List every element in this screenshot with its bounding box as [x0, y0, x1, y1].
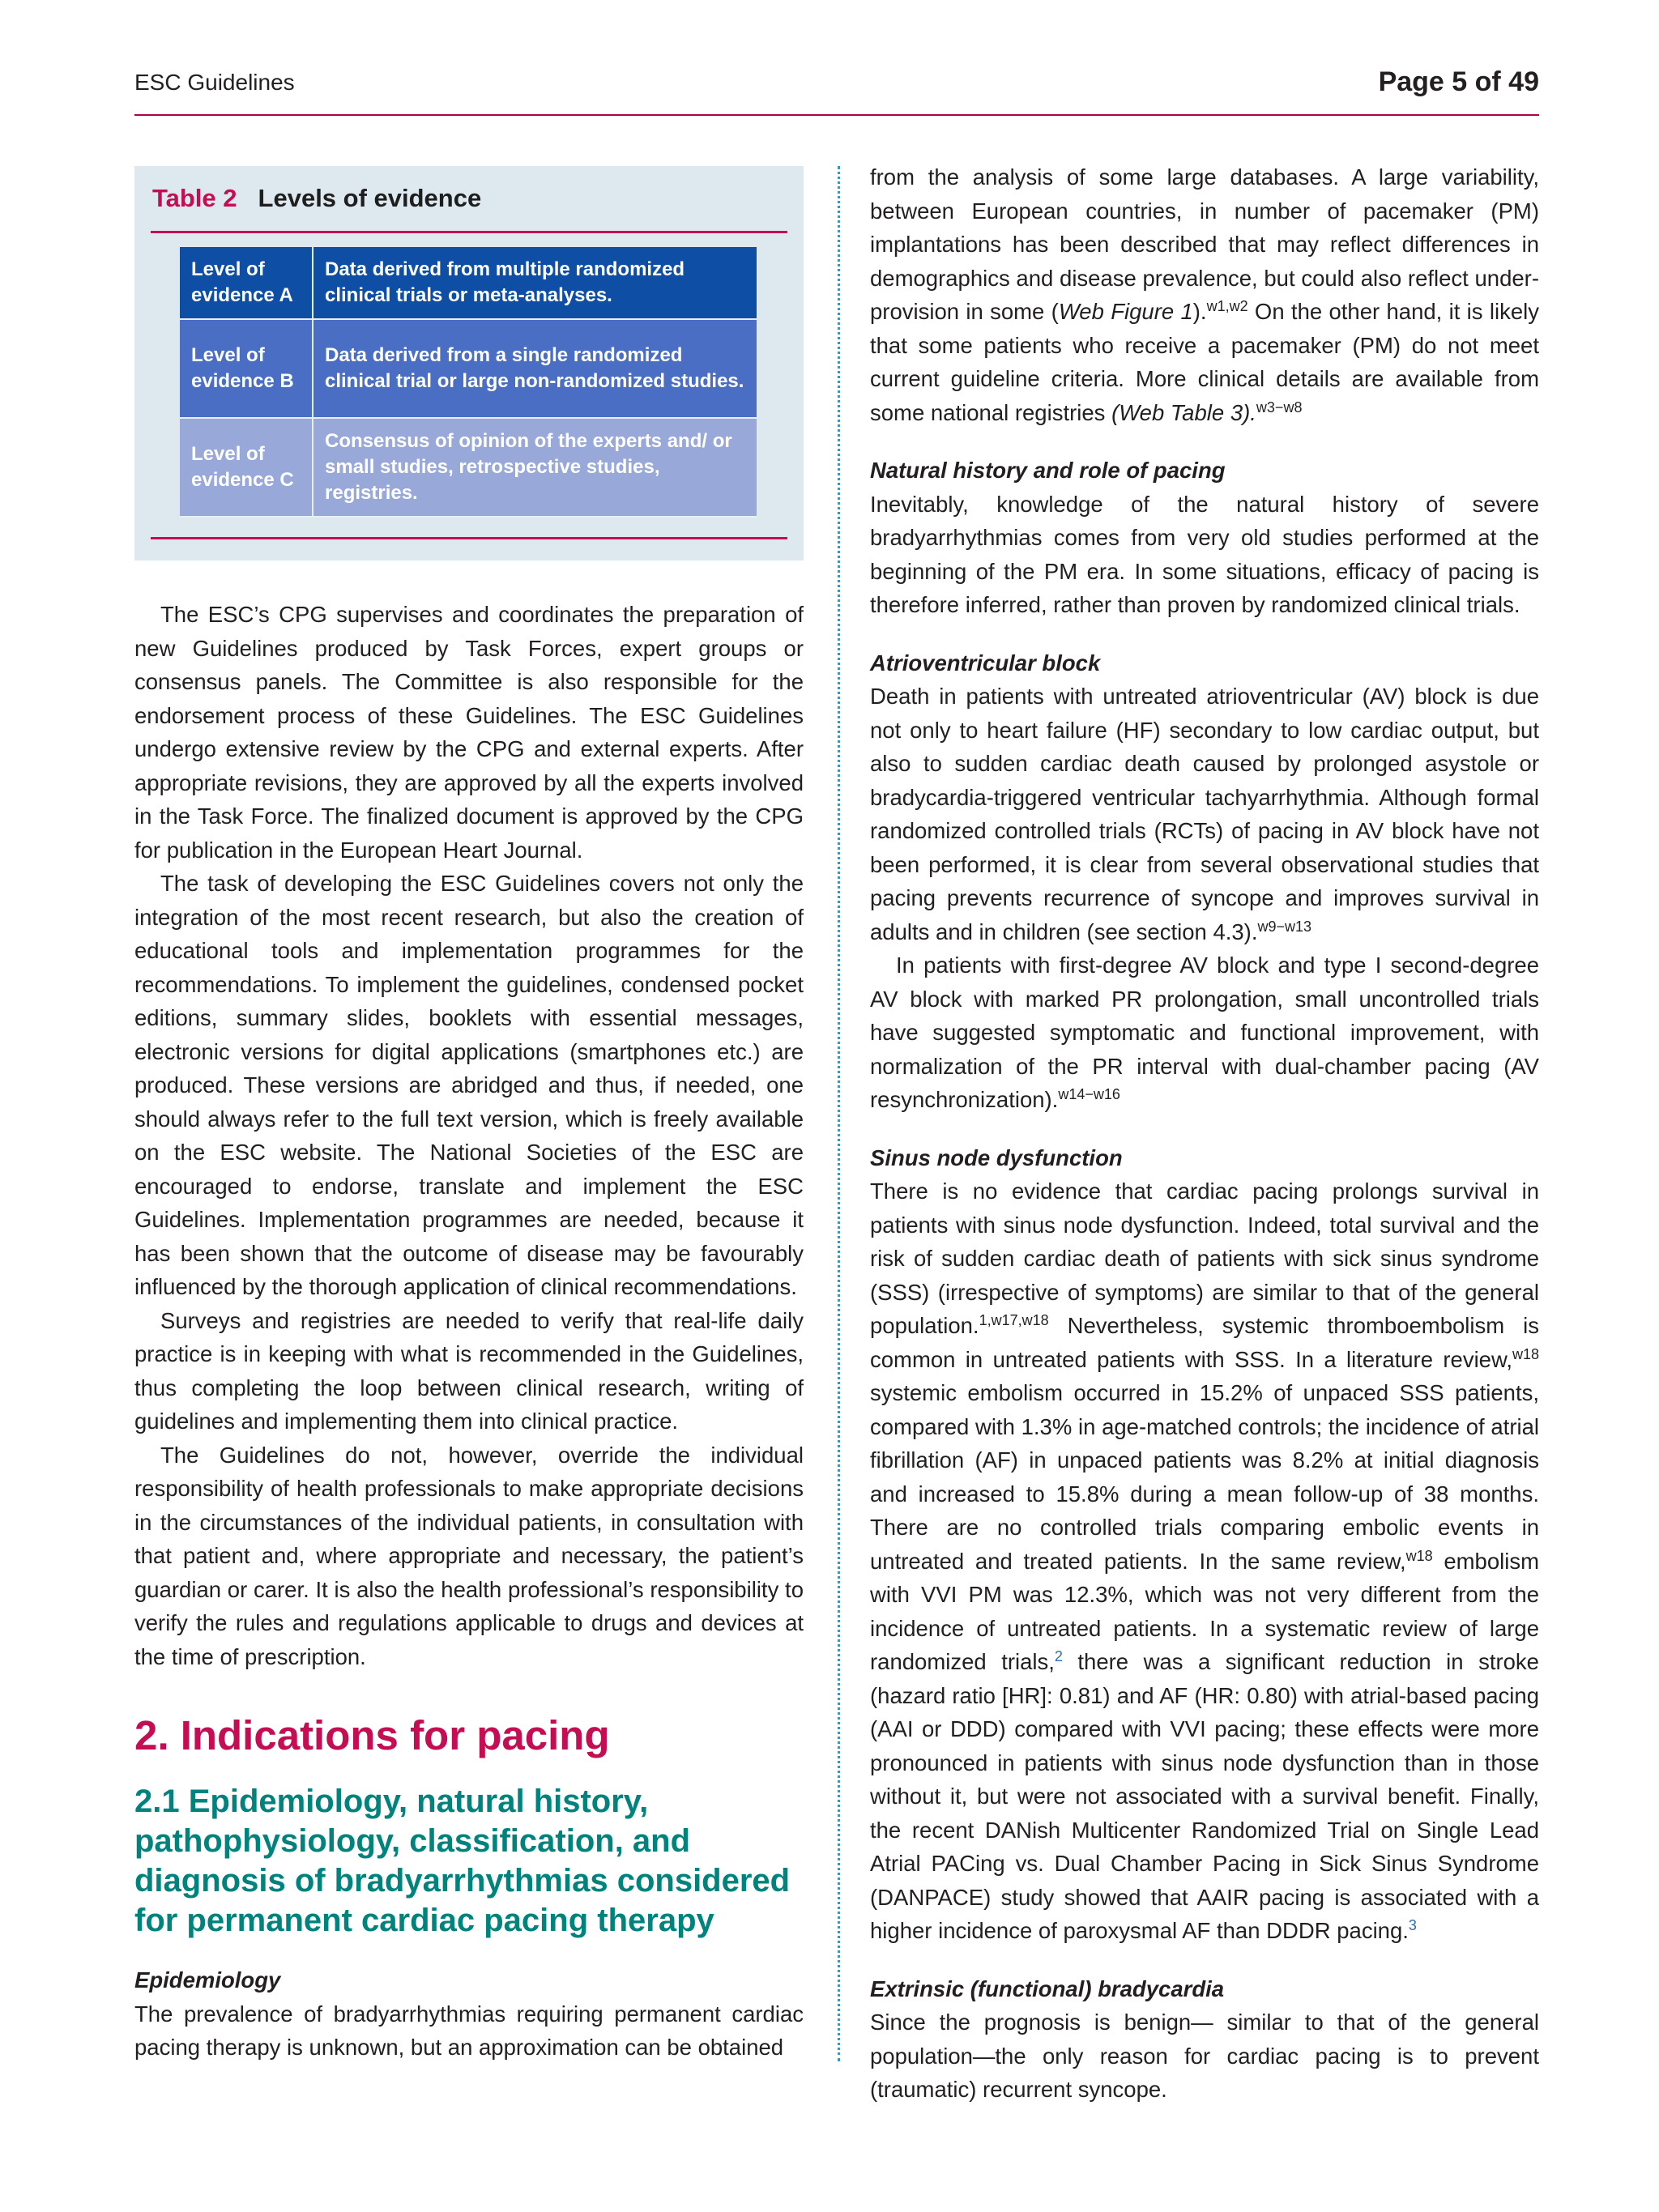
evidence-level-desc: Data derived from a single randomized clinical trial or large non-randomized studies.	[325, 344, 744, 392]
citation: w1,w2	[1206, 297, 1248, 314]
table-caption	[152, 184, 481, 213]
paragraph: Since the prognosis is benign— similar to that of the general population—the only reason for cardiac pacing is to prevent (traumatic) recurrent syncope.	[870, 2010, 1539, 2102]
citation: 1,w17,w18	[979, 1311, 1049, 1328]
paragraph: The prevalence of bradyarrhythmias requiring permanent cardiac pacing therapy is unknown, but an approximation can be obtained	[134, 2001, 804, 2060]
paragraph	[870, 948, 1539, 1117]
citation: w18	[1405, 1547, 1433, 1564]
paragraph: The task of developing the ESC Guidelines covers not only the integration of the most recent research, but also the creation of educational tools and implementation programmes for the recommendations. To implement the guidelines, condensed pocket editions, summary slides, booklets with essential messages, electronic versions for digital applications (smartphones etc.) are produced. These versions are abridged and thus, if needed, one should always refer to the full text version, which is freely available on the ESC website. The National Societies of the ESC are encouraged to endorse, translate and implement the ESC Guidelines. Implementation programmes are needed, because it has been shown that the outcome of disease may be favourably influenced by the thorough application of clinical recommendations.	[134, 871, 804, 1299]
column-divider	[838, 166, 840, 2061]
running-header: ESC Guidelines	[134, 70, 295, 95]
citation-link[interactable]: 3	[1408, 1916, 1417, 1933]
evidence-level-label: Level of evidence A	[180, 247, 313, 318]
epidemiology-block	[134, 1963, 804, 2065]
text-run: In patients with first-degree AV block and type I second-degree AV block with marked PR prolongation, small uncontrolled trials have suggested symptomatic and functional improvement, with normalization of the PR interval with dual-chamber pacing (AV resynchronization).	[870, 953, 1539, 1112]
evidence-level-label: Level of evidence B	[180, 320, 313, 417]
citation: w9−w13	[1257, 918, 1312, 935]
text-run: There is no evidence that cardiac pacing prolongs survival in patients with sinus node dysfunction. Indeed, total survival and the risk of sudden cardiac death of patients with sick sinus syndrome (SSS) (irrespective of symptoms) are similar to that of the general population.	[870, 1178, 1539, 1338]
text-run: Nevertheless, systemic thromboembolism is common in untreated patients with SSS. In a literature review,	[870, 1313, 1539, 1372]
subheading-av-block: Atrioventricular block	[870, 650, 1101, 676]
table-title: Levels of evidence	[258, 184, 482, 212]
subheading-natural-history: Natural history and role of pacing	[870, 458, 1226, 483]
citation-link[interactable]: 2	[1054, 1647, 1063, 1664]
paragraph: The Guidelines do not, however, override the individual responsibility of health professionals to make appropriate decisions in the circumstances of the individual patients, in consultation with that patient and, where appropriate and necessary, the patient’s guardian or carer. It is also the health professional’s responsibility to verify the rules and regulations applicable to drugs and devices at the time of prescription.	[134, 1442, 804, 1669]
text-run: Death in patients with untreated atrioventricular (AV) block is due not only to heart failure (HF) secondary to low cardiac output, but also to sudden cardiac death caused by prolonged asystole or bradycardia-triggered ventricular tachyarrhythmia. Although formal randomized controlled trials (RCTs) of pacing in AV block have not been performed, it is clear from several observational studies that pacing prevents recurrence of syncope and improves survival in adults and in children (see section 4.3).	[870, 684, 1539, 944]
web-figure-ref: Web Figure 1	[1058, 299, 1193, 324]
levels-of-evidence-table	[134, 166, 804, 560]
text-run: systemic embolism occurred in 15.2% of unpaced SSS patients, compared with 1.3% in age-matched controls; the incidence of atrial fibrillation (AF) in unpaced patients was 8.2% at initial diagnosis and increased to 15.8% during a mean follow-up of 38 months. There are no controlled trials comparing embolic events in untreated and treated patients. In the same review,	[870, 1380, 1539, 1574]
text-run: from the analysis of some large databases. A large variability, between European countries, in number of pacemaker (PM) implantations has been described that may reflect differences in demographics and disease prevalence, but could also reflect under-provision in some (	[870, 164, 1539, 324]
section-heading: 2. Indications for pacing	[134, 1712, 610, 1758]
table-row	[180, 247, 757, 320]
text-run: ).	[1192, 299, 1207, 324]
web-table-ref: (Web Table 3).	[1111, 399, 1256, 425]
table-rule-bottom	[151, 537, 787, 539]
subheading-sinus-node: Sinus node dysfunction	[870, 1144, 1123, 1170]
right-column-text	[870, 160, 1539, 2107]
paragraph	[870, 160, 1539, 429]
header-rule	[134, 114, 1539, 116]
text-run: there was a significant reduction in stroke (hazard ratio [HR]: 0.81) and AF (HR: 0.80) with atrial-based pacing (AAI or DDD) compared with VVI pacing; these effects were more pronounced in patients with sinus node dysfunction than in those without it, but were not associated with a survival benefit. Finally, the recent DANish Multicenter Randomized Trial on Single Lead Atrial PACing vs. Dual Chamber Pacing in Sick Sinus Syndrome (DANPACE) study showed that AAIR pacing is associated with a higher incidence of paroxysmal AF than DDDR pacing.	[870, 1649, 1539, 1943]
citation: w14−w16	[1058, 1085, 1120, 1102]
evidence-grid	[180, 247, 757, 518]
citation: w3−w8	[1256, 399, 1303, 416]
table-rule-top	[151, 231, 787, 233]
text-run: On the other hand, it is likely that some patients who receive a pacemaker (PM) do not meet current guideline criteria. More clinical details are available from some national registries	[870, 299, 1539, 425]
table-row	[180, 419, 757, 518]
table-number: Table 2	[152, 184, 237, 212]
table-row	[180, 320, 757, 419]
evidence-level-label: Level of evidence C	[180, 419, 313, 516]
left-column-text	[134, 598, 804, 1673]
page-number: Page 5 of 49	[1378, 66, 1539, 97]
text-run: embolism with VVI PM was 12.3%, which was not very different from the incidence of untreated patients. In a systematic review of large randomized trials,	[870, 1548, 1539, 1674]
subheading-epidemiology: Epidemiology	[134, 1967, 281, 1993]
paragraph	[870, 680, 1539, 948]
subsection-heading: 2.1 Epidemiology, natural history, pathophysiology, classification, and diagnosis of bradyarrhythmias considered for permanent cardiac pacing therapy	[134, 1784, 791, 1938]
paragraph	[870, 1174, 1539, 1948]
citation: w18	[1512, 1345, 1539, 1362]
paragraph: Inevitably, knowledge of the natural history of severe bradyarrhythmias comes from very old studies performed at the beginning of the PM era. In some situations, efficacy of pacing is therefore inferred, rather than proven by randomized clinical trials.	[870, 491, 1539, 617]
subheading-extrinsic-bradycardia: Extrinsic (functional) bradycardia	[870, 1975, 1225, 2001]
evidence-level-desc: Data derived from multiple randomized clinical trials or meta-analyses.	[325, 258, 685, 306]
evidence-level-desc: Consensus of opinion of the experts and/ or small studies, retrospective studies, registries.	[325, 430, 732, 504]
paragraph: Surveys and registries are needed to verify that real-life daily practice is in keeping with what is recommended in the Guidelines, thus completing the loop between clinical research, writing of guidelines and implementing them into clinical practice.	[134, 1307, 804, 1434]
paragraph: The ESC’s CPG supervises and coordinates the preparation of new Guidelines produced by Task Forces, expert groups or consensus panels. The Committee is also responsible for the endorsement process of these Guidelines. The ESC Guidelines undergo extensive review by the CPG and external experts. After appropriate revisions, they are approved by all the experts involved in the Task Force. The finalized document is approved by the CPG for publication in the European Heart Journal.	[134, 602, 804, 863]
